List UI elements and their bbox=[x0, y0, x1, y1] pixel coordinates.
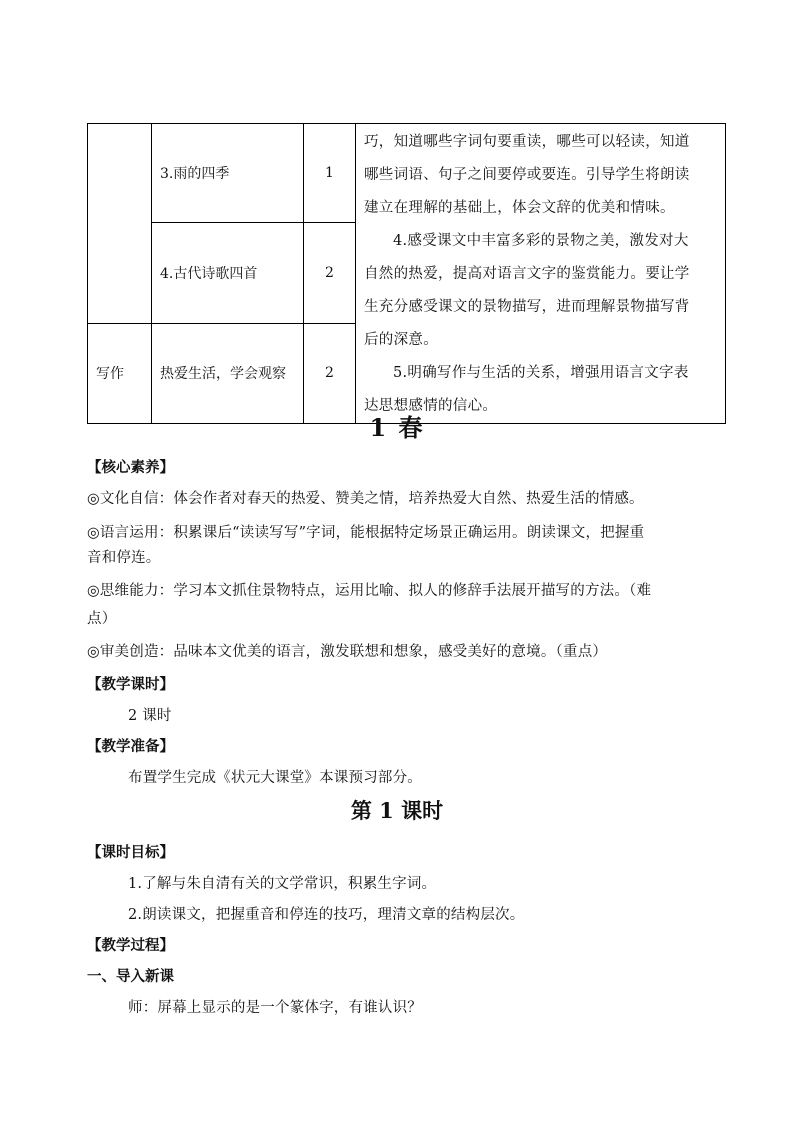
core-item: ◎思维能力：学习本文抓住景物特点，运用比喻、拟人的修辞手法展开描写的方法。（难 bbox=[87, 583, 652, 599]
goal-line: 达思想感情的信心。 bbox=[364, 398, 498, 414]
goal-line: 后的深意。 bbox=[364, 332, 438, 348]
step-heading: 一、导入新课 bbox=[87, 969, 174, 985]
core-item: 音和停连。 bbox=[87, 550, 161, 566]
table-cell-title: 3.雨的四季 bbox=[152, 124, 304, 223]
goal-line: 巧，知道哪些字词句要重读，哪些可以轻读，知道 bbox=[364, 134, 690, 150]
unit-plan-table bbox=[87, 123, 726, 424]
hours-text: 2 课时 bbox=[128, 708, 172, 724]
goal-line: 生充分感受课文的景物描写，进而理解景物描写背 bbox=[364, 299, 690, 315]
goal-line: 4.感受课文中丰富多彩的景物之美，激发对大 bbox=[393, 233, 689, 249]
table-cell-hours: 2 bbox=[304, 222, 356, 323]
period-goals-heading: 【课时目标】 bbox=[87, 845, 174, 861]
period-goal: 2.朗读课文，把握重音和停连的技巧，理清文章的结构层次。 bbox=[128, 907, 525, 923]
goal-line: 5.明确写作与生活的关系，增强用语言文字表 bbox=[393, 365, 689, 381]
table-cell-type bbox=[88, 124, 152, 324]
table-row bbox=[88, 124, 726, 223]
prep-heading: 【教学准备】 bbox=[87, 739, 174, 755]
core-item: 点） bbox=[87, 611, 117, 627]
lesson-title: 1 春 bbox=[369, 413, 425, 442]
table-cell-title: 4.古代诗歌四首 bbox=[152, 222, 304, 323]
goal-line: 哪些词语、句子之间要停或要连。引导学生将朗读 bbox=[364, 167, 690, 183]
table-cell-type: 写作 bbox=[88, 323, 152, 423]
prep-text: 布置学生完成《状元大课堂》本课预习部分。 bbox=[128, 770, 422, 786]
core-item: ◎文化自信：体会作者对春天的热爱、赞美之情，培养热爱大自然、热爱生活的情感。 bbox=[87, 491, 644, 507]
hours-heading: 【教学课时】 bbox=[87, 677, 174, 693]
step-text: 师：屏幕上显示的是一个篆体字，有谁认识？ bbox=[128, 1000, 422, 1016]
table-cell-hours: 1 bbox=[304, 124, 356, 223]
period-goal: 1.了解与朱自清有关的文学常识，积累生字词。 bbox=[128, 876, 437, 892]
core-heading: 【核心素养】 bbox=[87, 460, 174, 476]
process-heading: 【教学过程】 bbox=[87, 938, 174, 954]
table-cell-title: 热爱生活，学会观察 bbox=[152, 323, 304, 423]
goal-line: 建立在理解的基础上，体会文辞的优美和情味。 bbox=[364, 200, 675, 216]
goal-line: 自然的热爱，提高对语言文字的鉴赏能力。要让学 bbox=[364, 266, 690, 282]
core-item: ◎审美创造：品味本文优美的语言，激发联想和想象，感受美好的意境。（重点） bbox=[87, 644, 608, 660]
table-cell-goals bbox=[356, 124, 726, 424]
core-item: ◎语言运用：积累课后“读读写写”字词，能根据特定场景正确运用。朗读课文，把握重 bbox=[87, 525, 645, 541]
table-cell-hours: 2 bbox=[304, 323, 356, 423]
period-title: 第 1 课时 bbox=[350, 798, 444, 823]
